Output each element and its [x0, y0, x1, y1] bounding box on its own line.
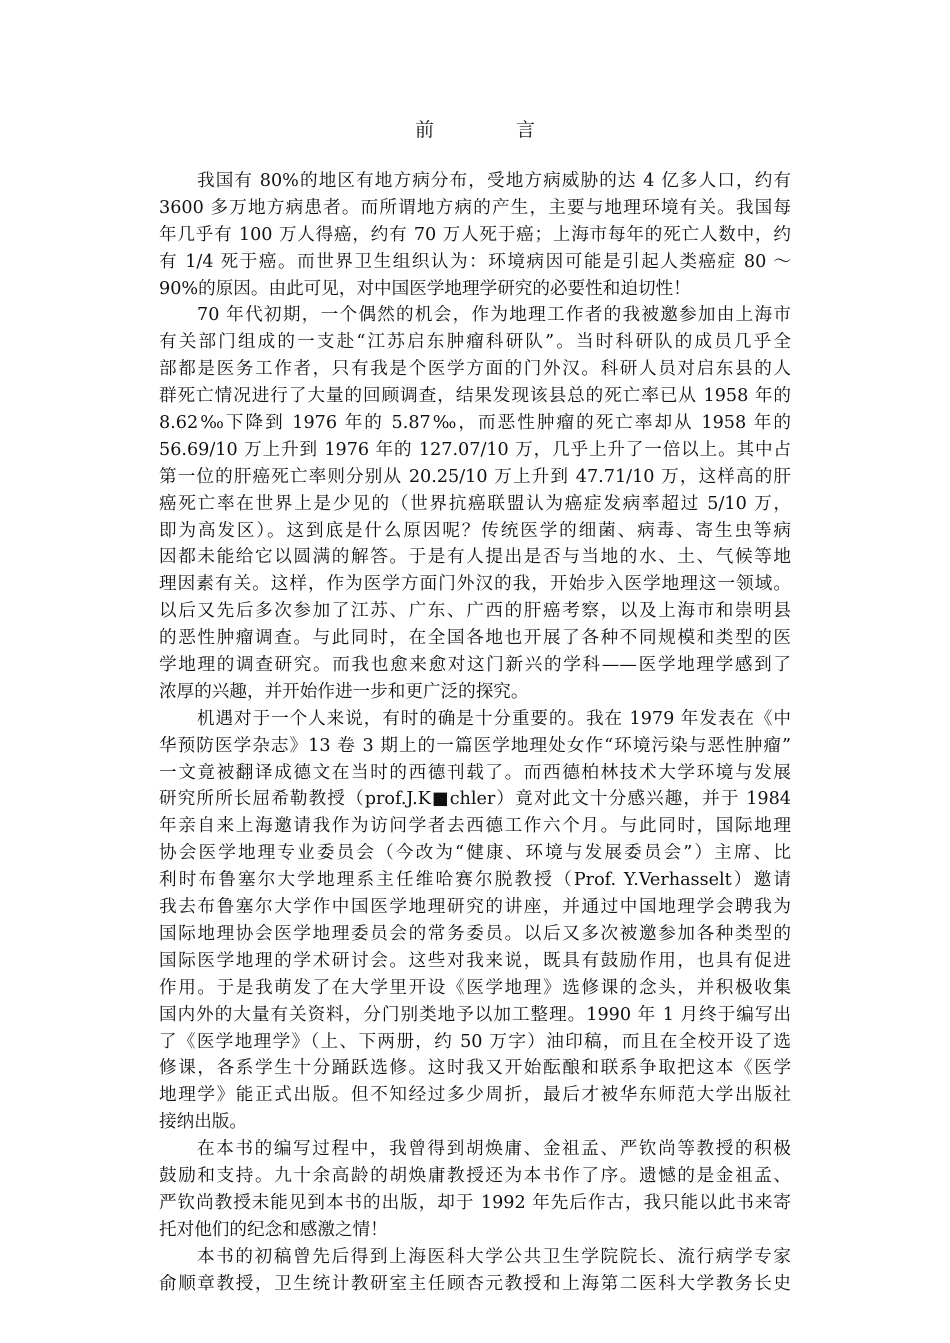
text-line: 华预防医学杂志》13 卷 3 期上的一篇医学地理处女作“环境污染与恶性肿瘤”	[159, 735, 791, 756]
paragraph	[159, 1244, 791, 1298]
page-title: 前 言	[414, 119, 574, 141]
text-line: 本书的初稿曾先后得到上海医科大学公共卫生学院院长、流行病学专家	[197, 1246, 791, 1267]
text-line: 研究所所长屈希勒教授（prof.J.K■chler）竟对此文十分感兴趣，并于 1984	[159, 789, 791, 810]
text-line: 70 年代初期，一个偶然的机会，作为地理工作者的我被邀参加由上海市	[197, 305, 791, 326]
text-line: 56.69/10 万上升到 1976 年的 127.07/10 万，几乎上升了一倍以上。其中占	[159, 439, 791, 460]
text-line: 因都未能给它以圆满的解答。于是有人提出是否与当地的水、土、气候等地	[159, 547, 791, 568]
paragraph	[159, 168, 791, 302]
text-line: 理因素有关。这样，作为医学方面门外汉的我，开始步入医学地理这一领域。	[159, 574, 791, 595]
paragraph	[159, 1136, 791, 1244]
text-line: 作用。于是我萌发了在大学里开设《医学地理》选修课的念头，并积极收集	[159, 977, 791, 998]
text-line: 的恶性肿瘤调查。与此同时，在全国各地也开展了各种不同规模和类型的医	[159, 628, 791, 649]
text-line: 鼓励和支持。九十余高龄的胡焕庸教授还为本书作了序。遗憾的是金祖孟、	[159, 1165, 791, 1186]
text-line: 以后又先后多次参加了江苏、广东、广西的肝癌考察，以及上海市和崇明县	[159, 601, 791, 622]
text-line: 修课，各系学生十分踊跃选修。这时我又开始酝酿和联系争取把这本《医学	[159, 1058, 791, 1079]
text-line: 利时布鲁塞尔大学地理系主任维哈赛尔脱教授（Prof. Y.Verhasselt）邀请	[159, 870, 791, 891]
text-line: 俞顺章教授，卫生统计教研室主任顾杏元教授和上海第二医科大学教务长史	[159, 1273, 791, 1294]
text-line: 即为高发区）。这到底是什么原因呢？传统医学的细菌、病毒、寄生虫等病	[159, 520, 791, 541]
text-line: 地理学》能正式出版。但不知经过多少周折，最后才被华东师范大学出版社	[159, 1085, 791, 1106]
text-line: 浓厚的兴趣，并开始作进一步和更广泛的探究。	[159, 681, 529, 702]
paragraph	[159, 302, 791, 705]
text-line: 部都是医务工作者，只有我是个医学方面的门外汉。科研人员对启东县的人	[159, 359, 791, 380]
text-line: 托对他们的纪念和感激之情！	[159, 1219, 388, 1240]
text-line: 年几乎有 100 万人得癌，约有 70 万人死于癌；上海市每年的死亡人数中，约	[159, 224, 791, 245]
text-line: 8.62‰下降到 1976 年的 5.87‰，而恶性肿瘤的死亡率却从 1958 年的	[159, 413, 791, 434]
text-line: 机遇对于一个人来说，有时的确是十分重要的。我在 1979 年发表在《中	[197, 708, 791, 729]
text-line: 有关部门组成的一支赴“江苏启东肿瘤科研队”。当时科研队的成员几乎全	[159, 332, 791, 353]
text-line: 3600 多万地方病患者。而所谓地方病的产生，主要与地理环境有关。我国每	[159, 197, 791, 218]
text-line: 群死亡情况进行了大量的回顾调查，结果发现该县总的死亡率已从 1958 年的	[159, 386, 791, 407]
text-line: 协会医学地理专业委员会（今改为“健康、环境与发展委员会”）主席、比	[159, 843, 791, 864]
text-line: 学地理的调查研究。而我也愈来愈对这门新兴的学科——医学地理学感到了	[159, 655, 791, 676]
body-text	[159, 168, 791, 1297]
text-line: 90%的原因。由此可见，对中国医学地理学研究的必要性和迫切性！	[159, 278, 691, 299]
text-line: 接纳出版。	[159, 1112, 247, 1133]
text-line: 国际医学地理的学术研讨会。这些对我来说，既具有鼓励作用，也具有促进	[159, 950, 791, 971]
text-line: 第一位的肝癌死亡率则分别从 20.25/10 万上升到 47.71/10 万，这样高的肝	[159, 466, 791, 487]
text-line: 有 1/4 死于癌。而世界卫生组织认为：环境病因可能是引起人类癌症 80 ～	[159, 251, 791, 272]
text-line: 国内外的大量有关资料，分门别类地予以加工整理。1990 年 1 月终于编写出	[159, 1004, 791, 1025]
text-line: 严钦尚教授未能见到本书的出版，却于 1992 年先后作古，我只能以此书来寄	[159, 1192, 791, 1213]
text-line: 年亲自来上海邀请我作为访问学者去西德工作六个月。与此同时，国际地理	[159, 816, 791, 837]
text-line: 一文竟被翻译成德文在当时的西德刊载了。而西德柏林技术大学环境与发展	[159, 762, 791, 783]
text-line: 了《医学地理学》（上、下两册，约 50 万字）油印稿，而且在全校开设了选	[159, 1031, 791, 1052]
text-line: 国际地理协会医学地理委员会的常务委员。以后又多次被邀参加各种类型的	[159, 923, 791, 944]
text-line: 癌死亡率在世界上是少见的（世界抗癌联盟认为癌症发病率超过 5/10 万，	[159, 493, 791, 514]
text-line: 我去布鲁塞尔大学作中国医学地理研究的讲座，并通过中国地理学会聘我为	[159, 897, 791, 918]
text-line: 我国有 80%的地区有地方病分布，受地方病威胁的达 4 亿多人口，约有	[197, 171, 791, 191]
paragraph	[159, 706, 791, 1136]
text-line: 在本书的编写过程中，我曾得到胡焕庸、金祖孟、严钦尚等教授的积极	[197, 1139, 791, 1160]
